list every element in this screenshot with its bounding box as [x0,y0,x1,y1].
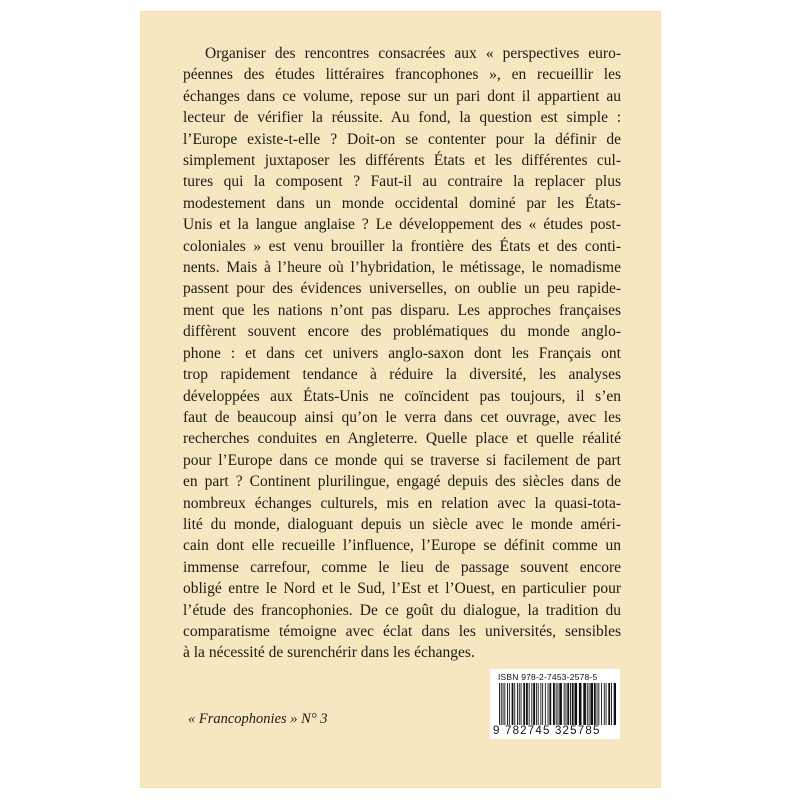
blurb-line: simplement juxtaposer les différents États et les différentes cul- [183,152,621,170]
blurb-line: phone : et dans cet univers anglo-saxon dont les Français ont [183,344,621,362]
barcode-bar [501,683,502,725]
blurb-line: nents. Mais à l’heure où l’hybridation, le métissage, le nomadisme [183,259,621,277]
barcode-bar [548,683,549,725]
barcode-bar [570,683,571,725]
barcode-bar [601,683,602,725]
barcode-bar [566,683,567,725]
barcode-bar [559,683,562,725]
barcode-bar [536,683,537,725]
barcode-bar [509,683,510,725]
blurb-line: développées aux États-Unis ne coïncident pas toujours, il s’en [183,387,621,405]
blurb-line: lité du monde, dialoguant depuis un siècle avec le monde améri- [183,515,621,533]
barcode-bar [538,683,539,725]
barcode-bar [587,683,588,725]
barcode-bar [572,683,574,725]
barcode-bar [504,683,505,725]
barcode-bar [517,683,518,725]
barcode-bar [594,683,596,725]
ean-digits: 9 782745 325785 [493,725,601,737]
barcode-bars [498,683,616,725]
book-back-cover [140,11,661,788]
barcode-bar [590,683,593,725]
barcode-bar [523,683,525,725]
blurb-line: trop rapidement tendance à réduire la diversité, les analyses [183,366,621,384]
barcode-bar [533,683,535,725]
blurb-line: ment que les nations n’ont pas disparu. Les approches françaises [183,301,621,319]
barcode-bar [611,683,612,725]
blurb-line: faut de beaucoup ainsi qu’on le verra dans cet ouvrage, avec les [183,408,621,426]
blurb-line: péennes des études littéraires francophones », en recueillir les [183,66,621,84]
blurb-line: en part ? Continent plurilingue, engagé depuis des siècles dans de [183,473,621,491]
blurb-line: Unis et la langue anglaise ? Le développement des « études post- [183,216,621,234]
barcode-bar [564,683,565,725]
barcode-bar [499,683,500,725]
barcode-bar [598,683,599,725]
blurb-line: nombreux échanges culturels, mis en relation avec la quasi-tota- [183,494,621,512]
isbn-barcode [490,669,620,739]
blurb-line: immense carrefour, comme le lieu de passage souvent encore [183,558,621,576]
isbn-label: ISBN 978-2-7453-2578-5 [498,672,598,682]
blurb-line: à la nécessité de surenchérir dans les échanges. [183,644,475,662]
barcode-bar [579,683,582,725]
barcode-bar [608,683,610,725]
barcode-bar [512,683,514,725]
blurb-line: obligé entre le Nord et le Sud, l’Est et l’Ouest, en particulier pour [183,580,621,598]
barcode-bar [556,683,557,725]
blurb-line: passent pour des évidences universelles, on oublie un peu rapide- [183,280,621,298]
barcode-bar [583,683,586,725]
barcode-bar [553,683,555,725]
blurb-line: pour l’Europe dans ce monde qui se traverse si facilement de part [183,451,621,469]
barcode-bar [526,683,528,725]
blurb-line: Organiser des rencontres consacrées aux « perspectives euro- [205,45,621,62]
barcode-bar [529,683,530,725]
blurb-line: coloniales » est venu brouiller la frontière des États et des conti- [183,237,621,255]
barcode-bar [558,683,559,725]
barcode-bar [614,683,616,725]
barcode-bar [514,683,515,725]
blurb-line: échanges dans ce volume, repose sur un pari dont il appartient au [183,87,621,105]
barcode-bar [545,683,546,725]
barcode-bar [507,683,508,725]
barcode-bar [606,683,607,725]
blurb-line: lecteur de vérifier la réussite. Au fond, la question est simple : [183,109,621,127]
barcode-bar [589,683,590,725]
barcode-bar [604,683,605,725]
blurb-line: l’étude des francophonies. De ce goût du dialogue, la tradition du [183,601,621,619]
barcode-bar [503,683,504,725]
series-label: « Francophonies » N° 3 [188,711,328,727]
barcode-bar [542,683,543,725]
blurb-line: l’Europe existe-t-elle ? Doit-on se contenter pour la définir de [183,130,621,148]
back-cover-blurb [183,43,621,664]
barcode-bar [540,683,541,725]
blurb-line: recherches conduites en Angleterre. Quelle place et quelle réalité [183,430,621,448]
blurb-line: comparatisme témoigne avec éclat dans les universités, sensibles [183,622,621,640]
blurb-line: modestement dans un monde occidental dominé par les États- [183,194,621,212]
barcode-bar [597,683,598,725]
blurb-line: tures qui la composent ? Faut-il au contraire la replacer plus [183,173,621,191]
blurb-line: cain dont elle recueille l’influence, l’Europe se définit comme un [183,537,621,555]
barcode-bar [549,683,551,725]
barcode-bar [531,683,532,725]
barcode-bar [575,683,578,725]
blurb-line: diffèrent souvent encore des problématiques du monde anglo- [183,323,621,341]
barcode-bar [521,683,522,725]
barcode-bar [519,683,520,725]
barcode-bar [567,683,569,725]
